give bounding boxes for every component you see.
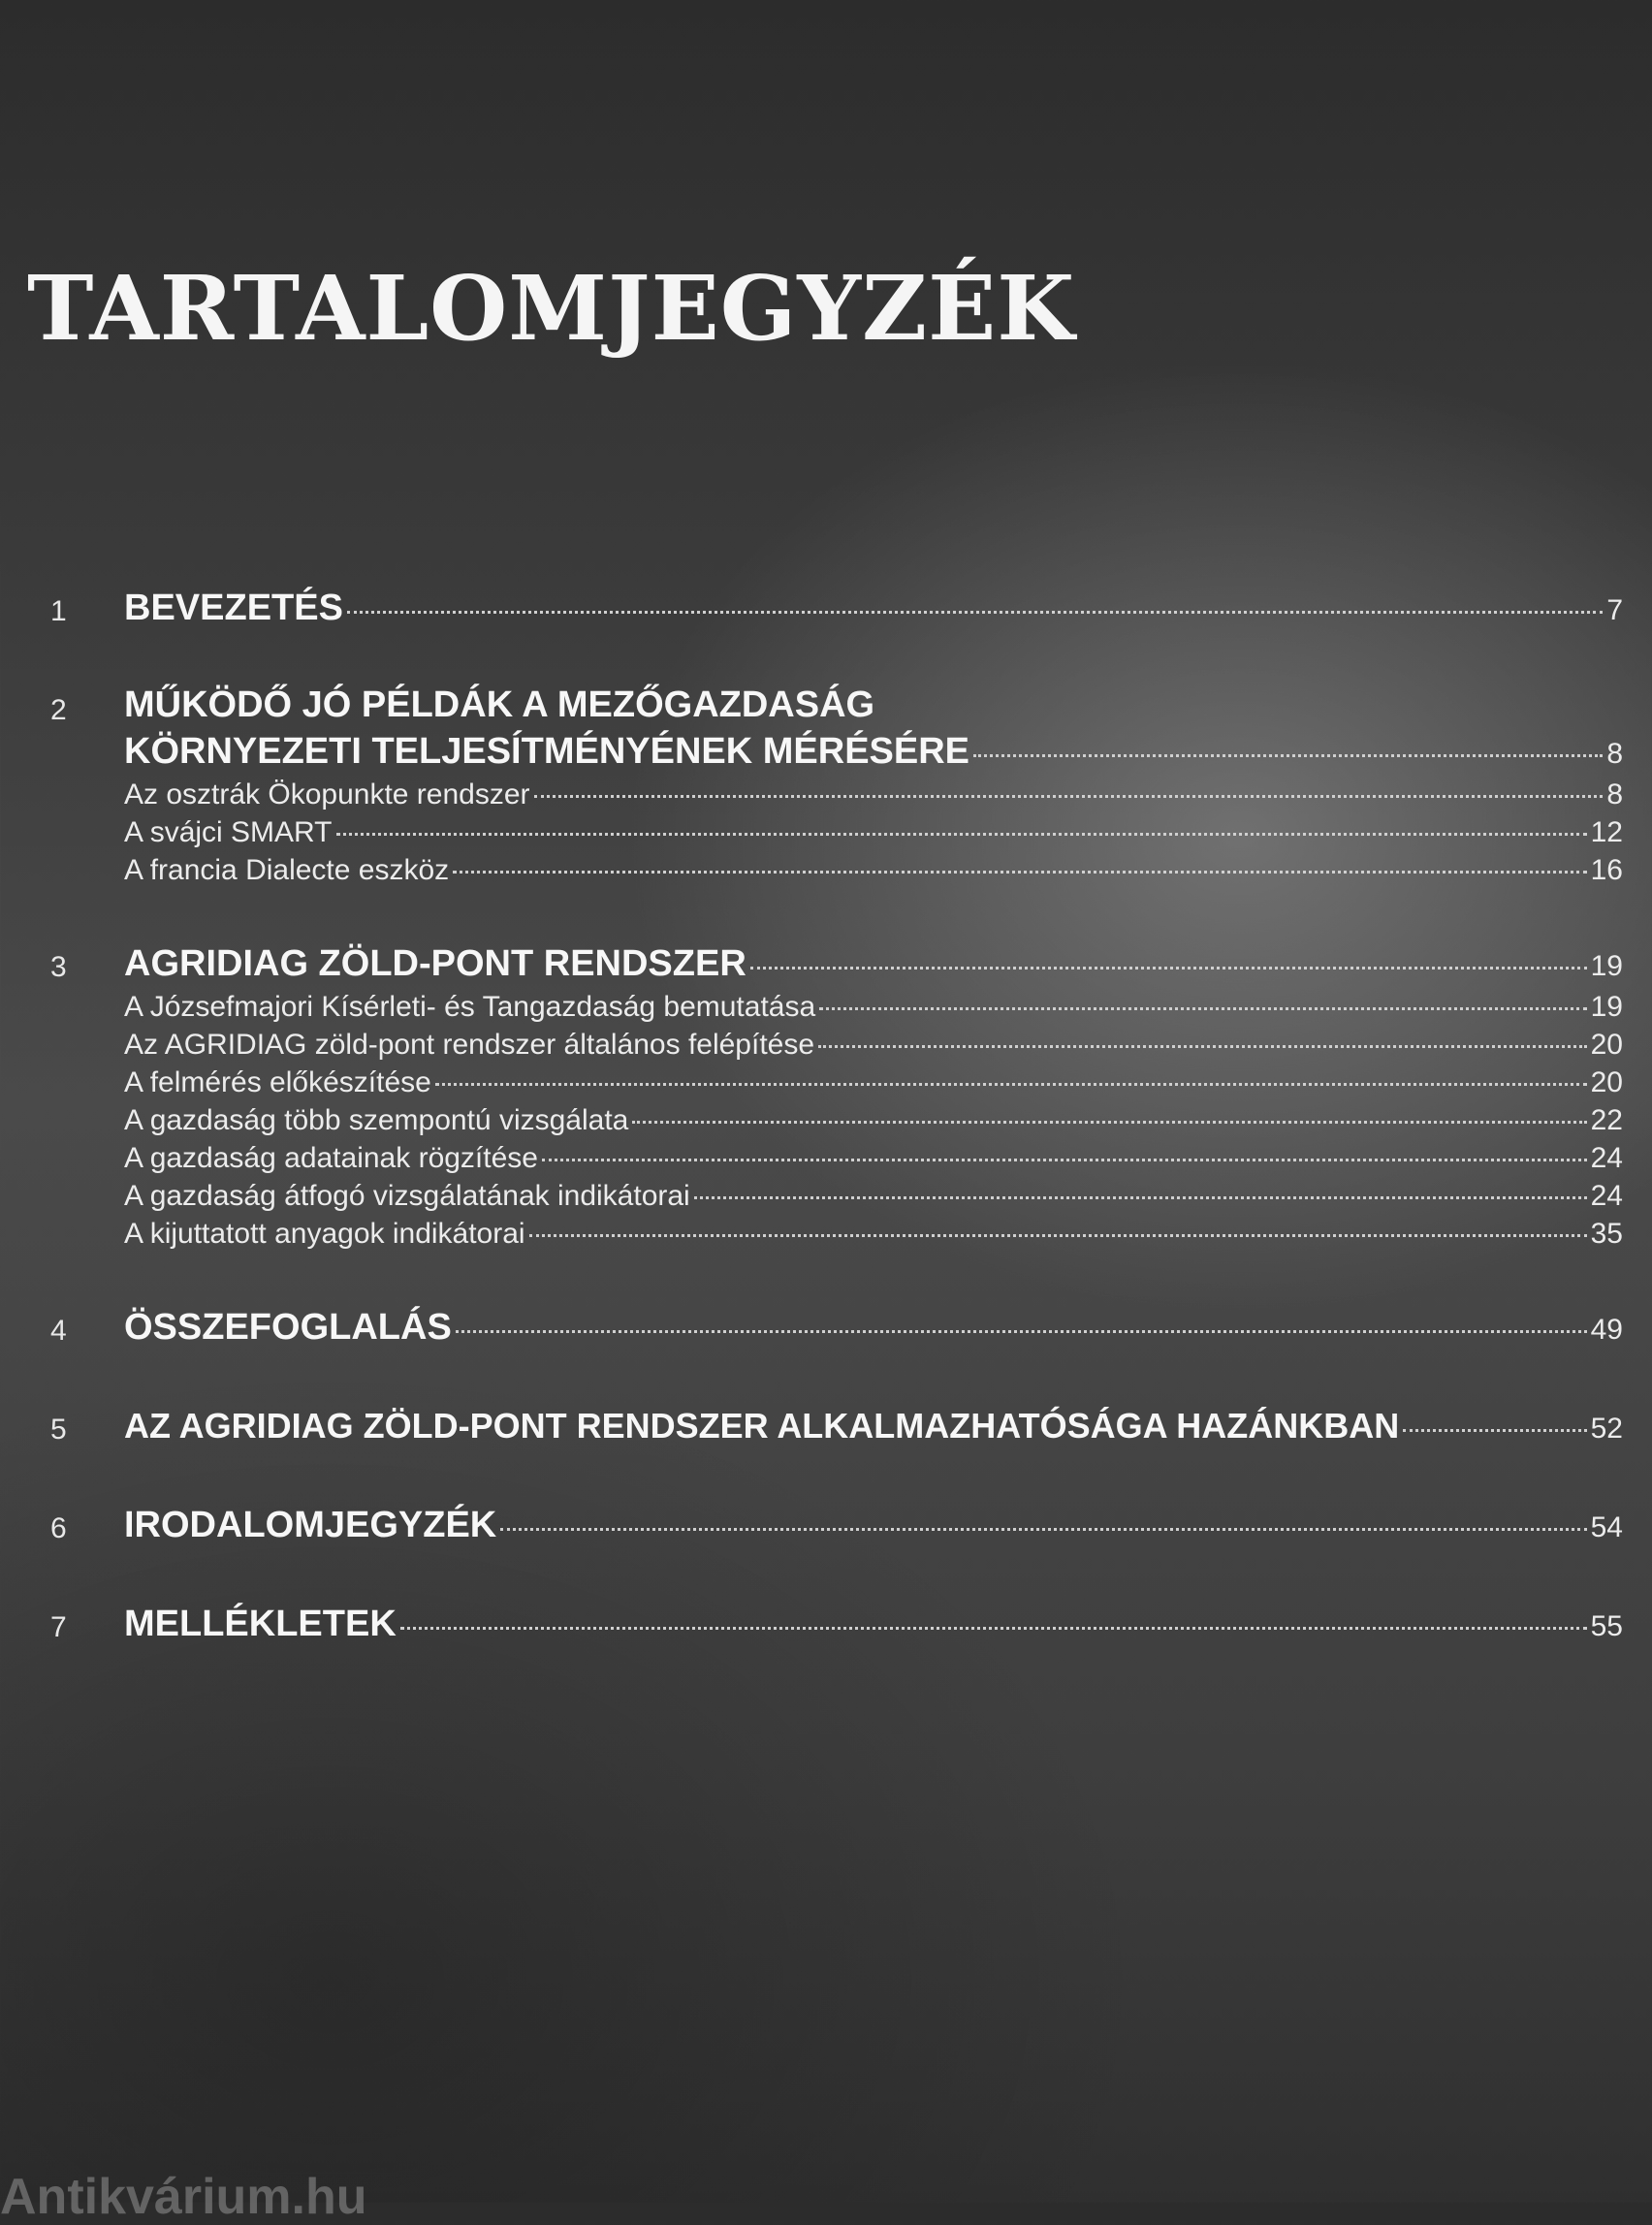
dot-leader: [336, 833, 1587, 836]
dot-leader: [500, 1528, 1586, 1531]
dot-leader: [453, 871, 1586, 874]
toc-section-4: [0, 1303, 1652, 1351]
section-number: 5: [50, 1414, 67, 1446]
toc-subentry[interactable]: [124, 1064, 1623, 1101]
table-of-contents: [0, 584, 1652, 1699]
toc-entry-mukodo-jo-peldak[interactable]: [124, 727, 1623, 776]
page-number: 49: [1590, 1314, 1623, 1346]
subentry-label: A Józsefmajori Kísérleti- és Tangazdaság bemutatása: [124, 991, 816, 1023]
page-number: 24: [1590, 1180, 1623, 1212]
toc-entry-mellekletek[interactable]: [124, 1600, 1623, 1648]
section-heading-line-1: [124, 683, 1623, 727]
section-heading: MELLÉKLETEK: [124, 1604, 397, 1644]
page-number: 35: [1590, 1218, 1623, 1250]
subentry-label: A gazdaság átfogó vizsgálatának indikátorai: [124, 1180, 690, 1212]
dot-leader: [818, 1045, 1587, 1048]
section-number: 7: [50, 1611, 67, 1643]
section-heading: KÖRNYEZETI TELJESÍTMÉNYÉNEK MÉRÉSÉRE: [124, 731, 970, 772]
dot-leader: [750, 967, 1587, 969]
section-number: 4: [50, 1315, 67, 1347]
dot-leader: [435, 1083, 1587, 1086]
section-heading: MŰKÖDŐ JÓ PÉLDÁK A MEZŐGAZDASÁG: [124, 684, 875, 725]
section-heading: BEVEZETÉS: [124, 588, 343, 628]
toc-entry-agridiag[interactable]: [124, 939, 1623, 988]
dot-leader: [456, 1330, 1587, 1333]
page-number: 12: [1590, 816, 1623, 848]
toc-entry-osszefoglalas[interactable]: [124, 1303, 1623, 1351]
toc-subentry[interactable]: [124, 851, 1623, 889]
page-number: 16: [1590, 854, 1623, 886]
toc-section-5: [0, 1402, 1652, 1450]
section-heading: AGRIDIAG ZÖLD-PONT RENDSZER: [124, 943, 747, 984]
toc-subentry[interactable]: [124, 1177, 1623, 1215]
subentry-label: Az osztrák Ökopunkte rendszer: [124, 779, 530, 811]
toc-subentry[interactable]: [124, 776, 1623, 813]
watermark: Antikvárium.hu: [0, 2169, 367, 2225]
subentry-label: A svájci SMART: [124, 816, 333, 848]
page-number: 22: [1590, 1104, 1623, 1136]
toc-section-3: [0, 939, 1652, 1253]
toc-section-2: [0, 683, 1652, 889]
subentry-label: A gazdaság több szempontú vizsgálata: [124, 1104, 629, 1136]
page-title: TARTALOMJEGYZÉK: [27, 256, 1076, 361]
toc-subentry[interactable]: [124, 813, 1623, 851]
toc-entry-irodalomjegyzek[interactable]: [124, 1501, 1623, 1549]
subentry-label: A gazdaság adatainak rögzítése: [124, 1142, 538, 1174]
subentry-label: A felmérés előkészítése: [124, 1066, 431, 1098]
toc-subentry[interactable]: [124, 1101, 1623, 1139]
toc-section-1: [0, 584, 1652, 632]
page-number: 8: [1606, 738, 1623, 770]
toc-subentry[interactable]: [124, 988, 1623, 1026]
section-number: 3: [50, 951, 67, 983]
toc-section-6: [0, 1501, 1652, 1549]
subentry-label: A kijuttatott anyagok indikátorai: [124, 1218, 525, 1250]
dot-leader: [973, 754, 1603, 757]
dot-leader: [694, 1196, 1587, 1199]
page-number: 19: [1590, 950, 1623, 982]
section-number: 6: [50, 1512, 67, 1544]
page-number: 52: [1590, 1413, 1623, 1445]
dot-leader: [819, 1007, 1586, 1010]
subentry-label: A francia Dialecte eszköz: [124, 854, 450, 886]
page-number: 24: [1590, 1142, 1623, 1174]
toc-section-7: [0, 1600, 1652, 1648]
page-number: 54: [1590, 1511, 1623, 1543]
dot-leader: [632, 1121, 1586, 1124]
dot-leader: [1403, 1429, 1586, 1432]
toc-subentry[interactable]: [124, 1139, 1623, 1177]
page-number: 20: [1590, 1029, 1623, 1061]
toc-subentry[interactable]: [124, 1215, 1623, 1253]
subentry-label: Az AGRIDIAG zöld-pont rendszer általános felépítése: [124, 1029, 815, 1061]
section-number: 2: [50, 694, 67, 726]
dot-leader: [534, 795, 1604, 798]
page-number: 19: [1590, 991, 1623, 1023]
page-number: 7: [1606, 594, 1623, 626]
page-number: 20: [1590, 1066, 1623, 1098]
dot-leader: [529, 1234, 1587, 1237]
toc-subentry[interactable]: [124, 1026, 1623, 1064]
section-heading: ÖSSZEFOGLALÁS: [124, 1307, 452, 1348]
section-number: 1: [50, 595, 67, 627]
page-number: 55: [1590, 1610, 1623, 1642]
toc-entry-alkalmazhatosag[interactable]: [124, 1402, 1623, 1450]
toc-entry-bevezetes[interactable]: [124, 584, 1623, 632]
dot-leader: [347, 611, 1603, 614]
dot-leader: [400, 1627, 1587, 1630]
page-number: 8: [1606, 779, 1623, 811]
dot-leader: [542, 1159, 1587, 1161]
section-heading: IRODALOMJEGYZÉK: [124, 1505, 497, 1545]
section-heading: AZ AGRIDIAG ZÖLD-PONT RENDSZER ALKALMAZHATÓSÁGA HAZÁNKBAN: [124, 1406, 1400, 1446]
